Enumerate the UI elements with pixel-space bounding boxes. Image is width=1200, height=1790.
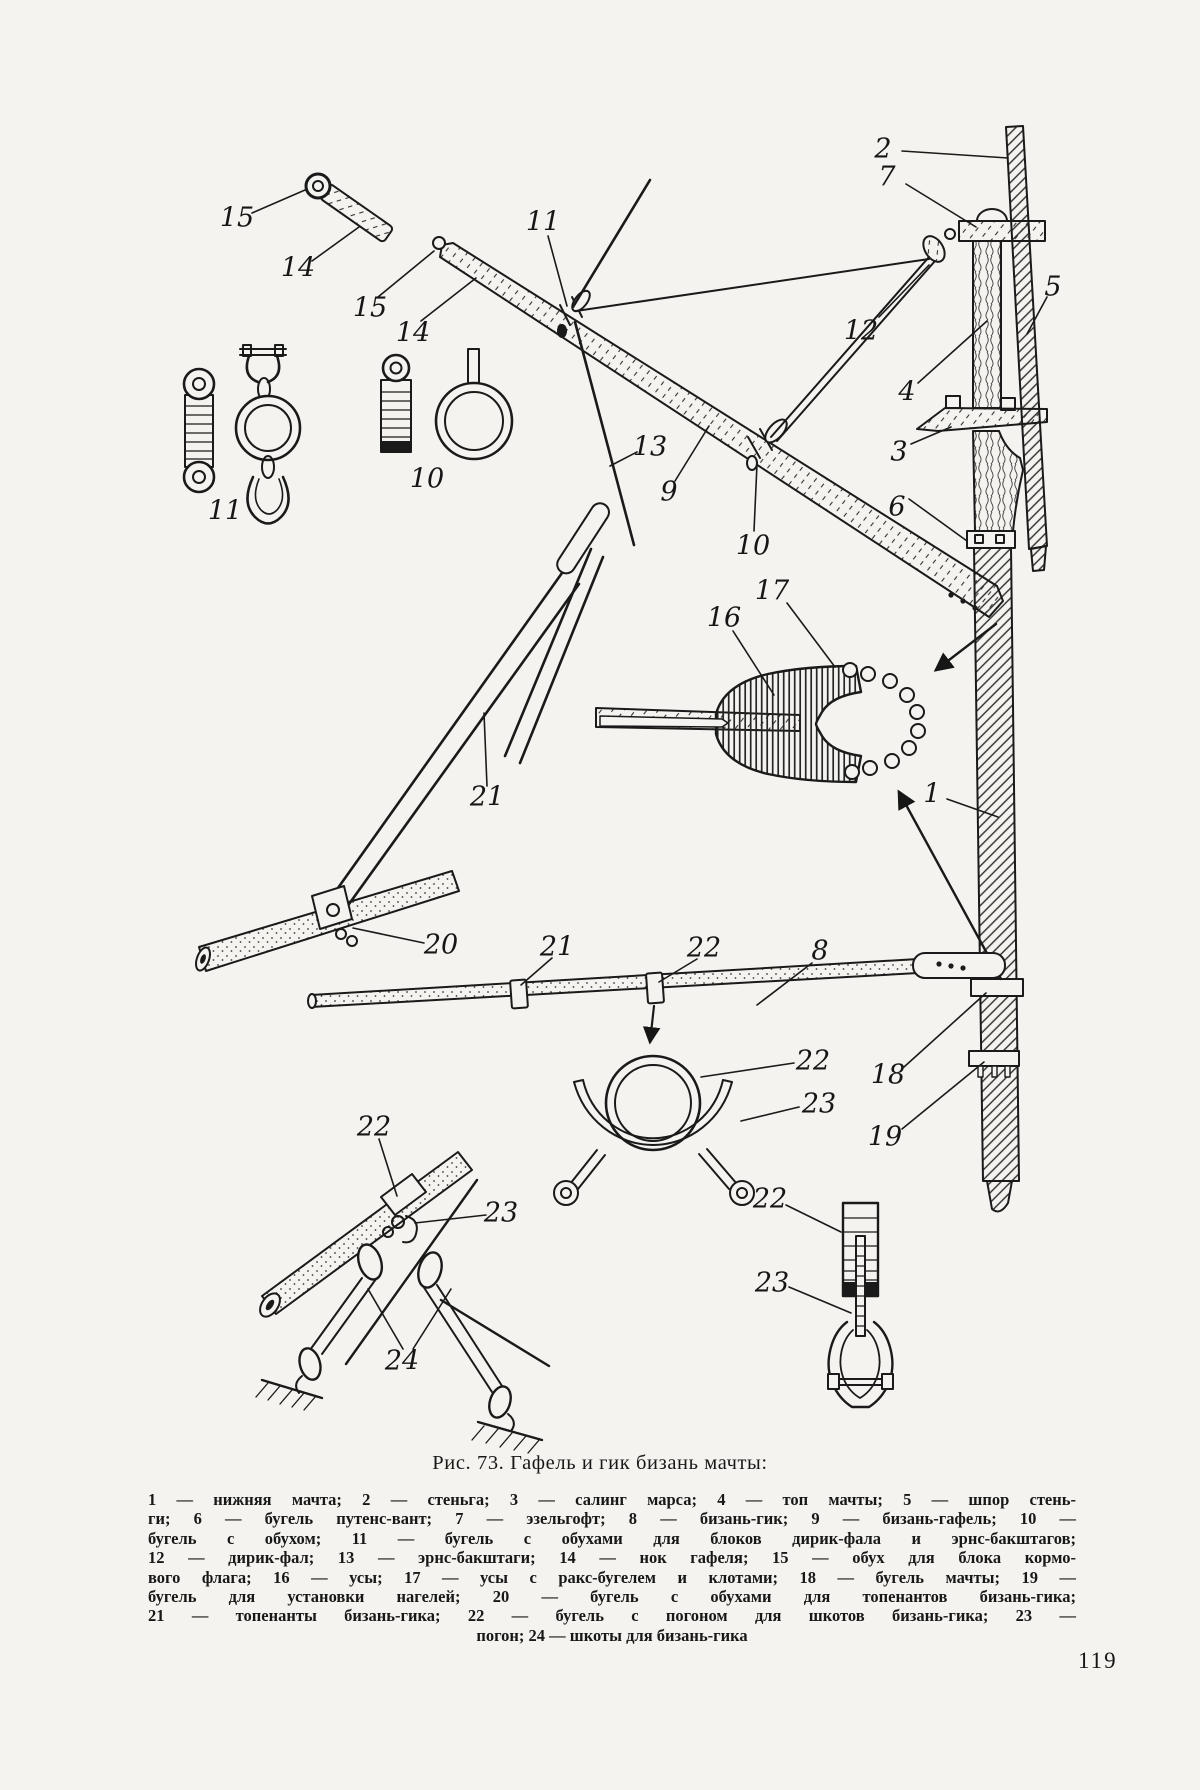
band-10-parts-group: [381, 349, 512, 459]
ring-traveller-group: [554, 1056, 754, 1205]
label-7: 7: [878, 161, 896, 193]
label-9: 9: [660, 476, 678, 508]
label-11-gaff: 11: [525, 206, 561, 238]
label-22-ring: 22: [795, 1045, 831, 1077]
legend-line-1: 1 — нижняя мачта; 2 — стеньга; 3 — салинг марса; 4 — топ мачты; 5 — шпор стень-: [148, 1490, 1076, 1509]
label-21-topenant: 21: [469, 781, 505, 813]
label-23-ring: 23: [801, 1088, 837, 1120]
obukh-detail-group: [306, 174, 394, 243]
label-5: 5: [1044, 271, 1062, 303]
label-15-nok: 15: [352, 292, 388, 324]
label-23-sparband: 23: [483, 1197, 519, 1229]
label-4: 4: [898, 376, 916, 408]
label-17: 17: [754, 575, 790, 607]
figure-legend: [148, 1490, 1076, 1645]
label-15-detail: 15: [219, 202, 255, 234]
label-23-block: 23: [754, 1267, 790, 1299]
page-number: 119: [1078, 1648, 1118, 1673]
label-10-gaff: 10: [735, 530, 771, 562]
label-13: 13: [632, 431, 668, 463]
label-22-sparband: 22: [356, 1111, 392, 1143]
label-12: 12: [843, 315, 879, 347]
gaff-group: [433, 180, 1003, 617]
label-3: 3: [890, 436, 908, 468]
label-14-detail: 14: [280, 252, 316, 284]
legend-line-2: ги; 6 — бугель путенс-вант; 7 — эзельгофт; 8 — бизань-гик; 9 — бизань-гафель; 10 —: [148, 1509, 1076, 1529]
traveller-block-group: [828, 1203, 893, 1407]
legend-line-6: бугель для установки нагелей; 20 — бугель с обухами для топенантов бизань-гика;: [148, 1587, 1076, 1607]
label-10-parts: 10: [409, 463, 445, 495]
label-2: 2: [874, 133, 892, 165]
legend-line-7: 21 — топенанты бизань-гика; 22 — бугель с погоном для шкотов бизань-гика; 23 —: [148, 1606, 1076, 1626]
label-21-boom: 21: [539, 931, 575, 963]
label-19: 19: [867, 1121, 903, 1153]
label-16: 16: [706, 602, 742, 634]
label-11-parts: 11: [207, 495, 243, 527]
label-6: 6: [888, 491, 906, 523]
label-14-nok: 14: [395, 317, 431, 349]
legend-line-3: бугель с обухом; 11 — бугель с обухами для блоков дирик-фала и эрнс-бакштагов;: [148, 1528, 1076, 1548]
figure-caption-title: Рис. 73. Гафель и гик бизань мачты:: [432, 1452, 768, 1474]
label-1: 1: [923, 778, 941, 810]
label-22-boom: 22: [686, 932, 722, 964]
label-20: 20: [423, 929, 459, 961]
leader-lines: [252, 151, 1047, 1349]
legend-line-5: вого флага; 16 — усы; 17 — усы с ракс-бугелем и клотами; 18 — бугель мачты; 19 —: [148, 1567, 1076, 1587]
boom-group: [308, 953, 1005, 1042]
label-22-block: 22: [752, 1183, 788, 1215]
topenant-group: [193, 495, 612, 972]
label-24: 24: [384, 1345, 420, 1377]
label-8: 8: [811, 935, 829, 967]
legend-line-8: погон; 24 — шкоты для бизань-гика: [476, 1625, 748, 1645]
legend-line-4: 12 — дирик-фал; 13 — эрнс-бакштаги; 14 — нок гафеля; 15 — обух для блока кормо-: [148, 1548, 1076, 1568]
label-18: 18: [870, 1059, 906, 1091]
